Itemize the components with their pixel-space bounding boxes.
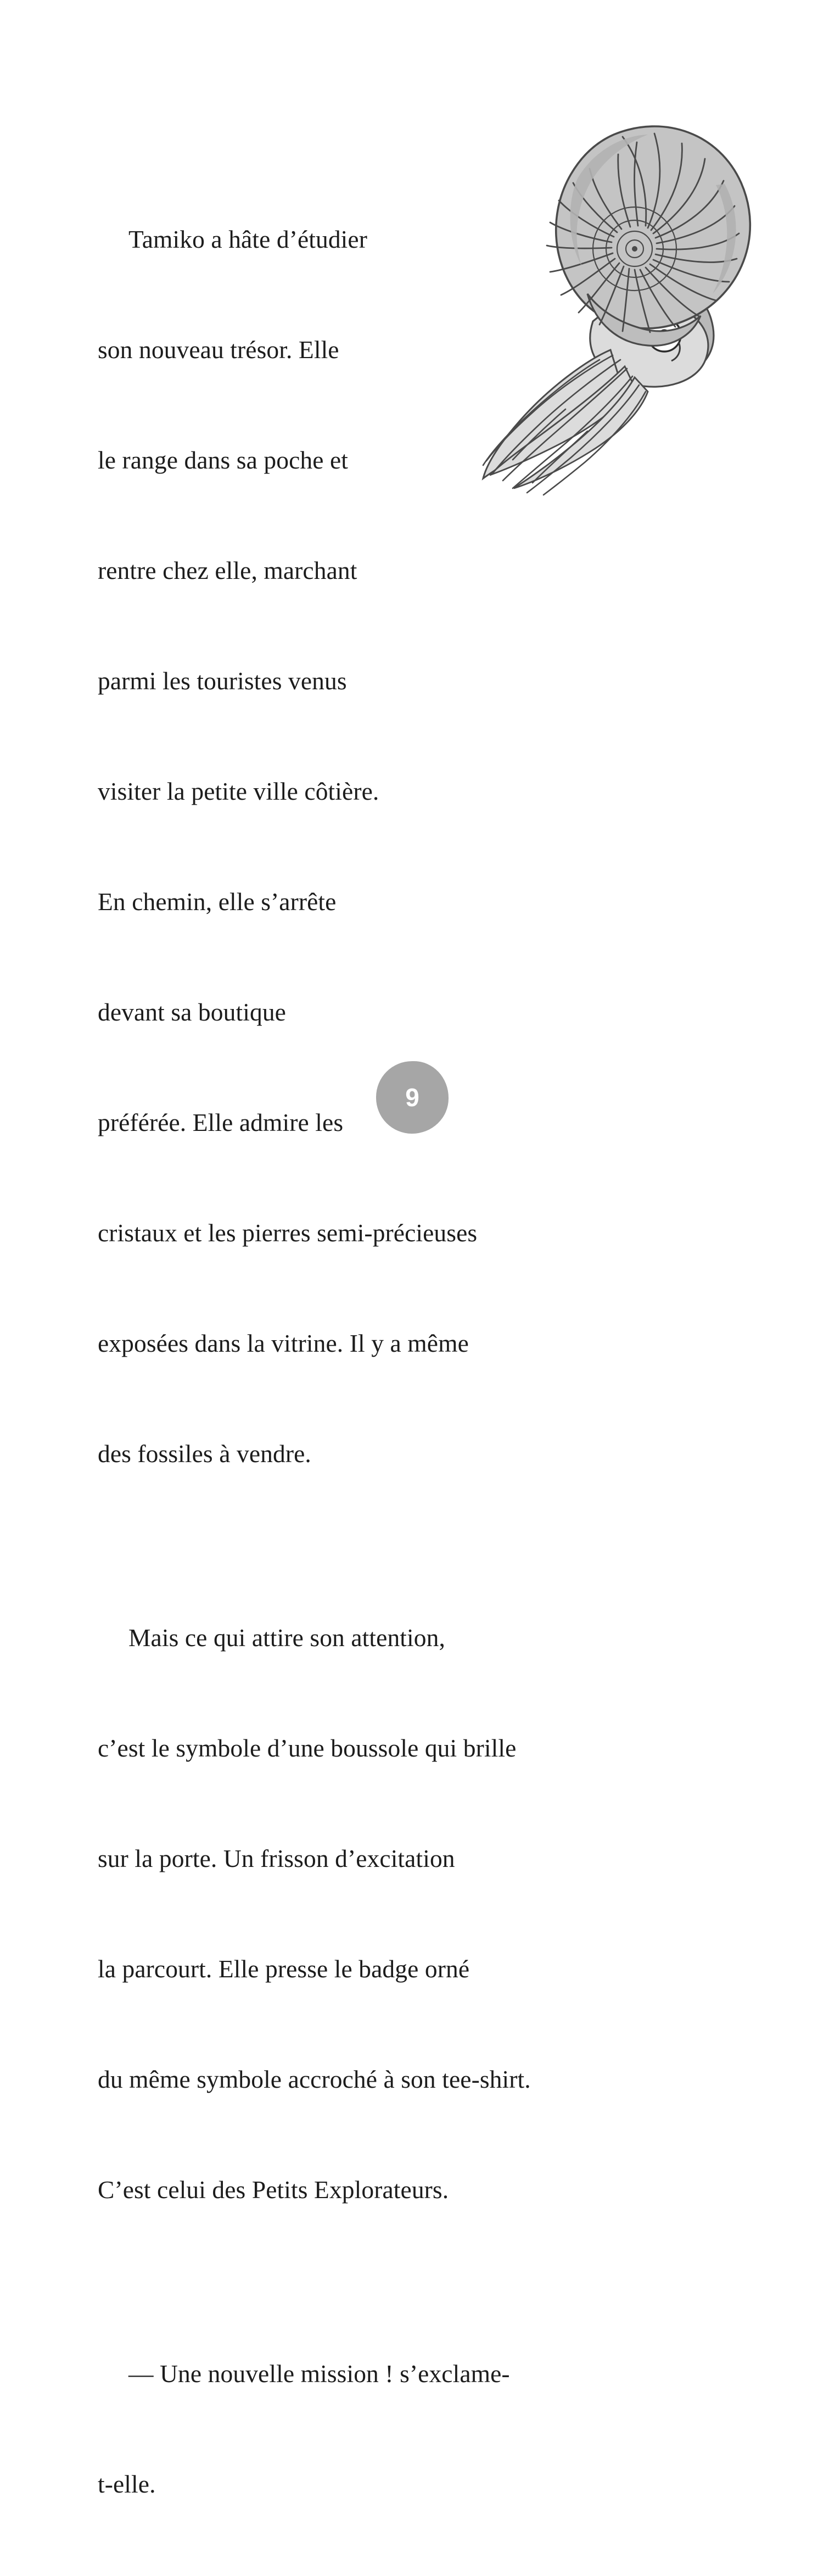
text-line: des fossiles à vendre. [98, 1440, 311, 1468]
text-line: visiter la petite ville côtière. [98, 777, 379, 805]
line-text: Mais ce qui attire son attention, [128, 1624, 445, 1652]
text-line: rentre chez elle, marchant [98, 556, 357, 584]
text-line: préférée. Elle admire les [98, 1108, 344, 1136]
text-line: du même symbole accroché à son tee-shirt. [98, 2065, 531, 2093]
paragraph-2 [98, 1546, 702, 2282]
text-line: parmi les touristes venus [98, 667, 347, 695]
page-number-text: 9 [405, 1083, 419, 1112]
story-text [98, 147, 702, 2576]
text-line [98, 1619, 702, 1656]
text-line: cristaux et les pierres semi-précieuses [98, 1219, 478, 1247]
line-text: — Une nouvelle mission ! s’exclame- [128, 2360, 510, 2388]
text-line: son nouveau trésor. Elle [98, 336, 339, 364]
line-text: Tamiko a hâte d’étudier [128, 225, 367, 253]
text-line [98, 221, 702, 258]
page-number-badge [376, 1061, 449, 1134]
text-line: c’est le symbole d’une boussole qui brille [98, 1734, 517, 1762]
text-line: t-elle. [98, 2470, 156, 2498]
text-line: En chemin, elle s’arrête [98, 888, 337, 916]
paragraph-1 [98, 147, 702, 1546]
text-line [98, 2355, 702, 2392]
text-line: sur la porte. Un frisson d’excitation [98, 1844, 455, 1872]
text-line: exposées dans la vitrine. Il y a même [98, 1329, 469, 1357]
paragraph-3 [98, 2282, 702, 2576]
text-line: devant sa boutique [98, 998, 286, 1026]
text-line: C’est celui des Petits Explorateurs. [98, 2176, 449, 2204]
text-line: le range dans sa poche et [98, 446, 349, 474]
text-line: la parcourt. Elle presse le badge orné [98, 1955, 470, 1983]
